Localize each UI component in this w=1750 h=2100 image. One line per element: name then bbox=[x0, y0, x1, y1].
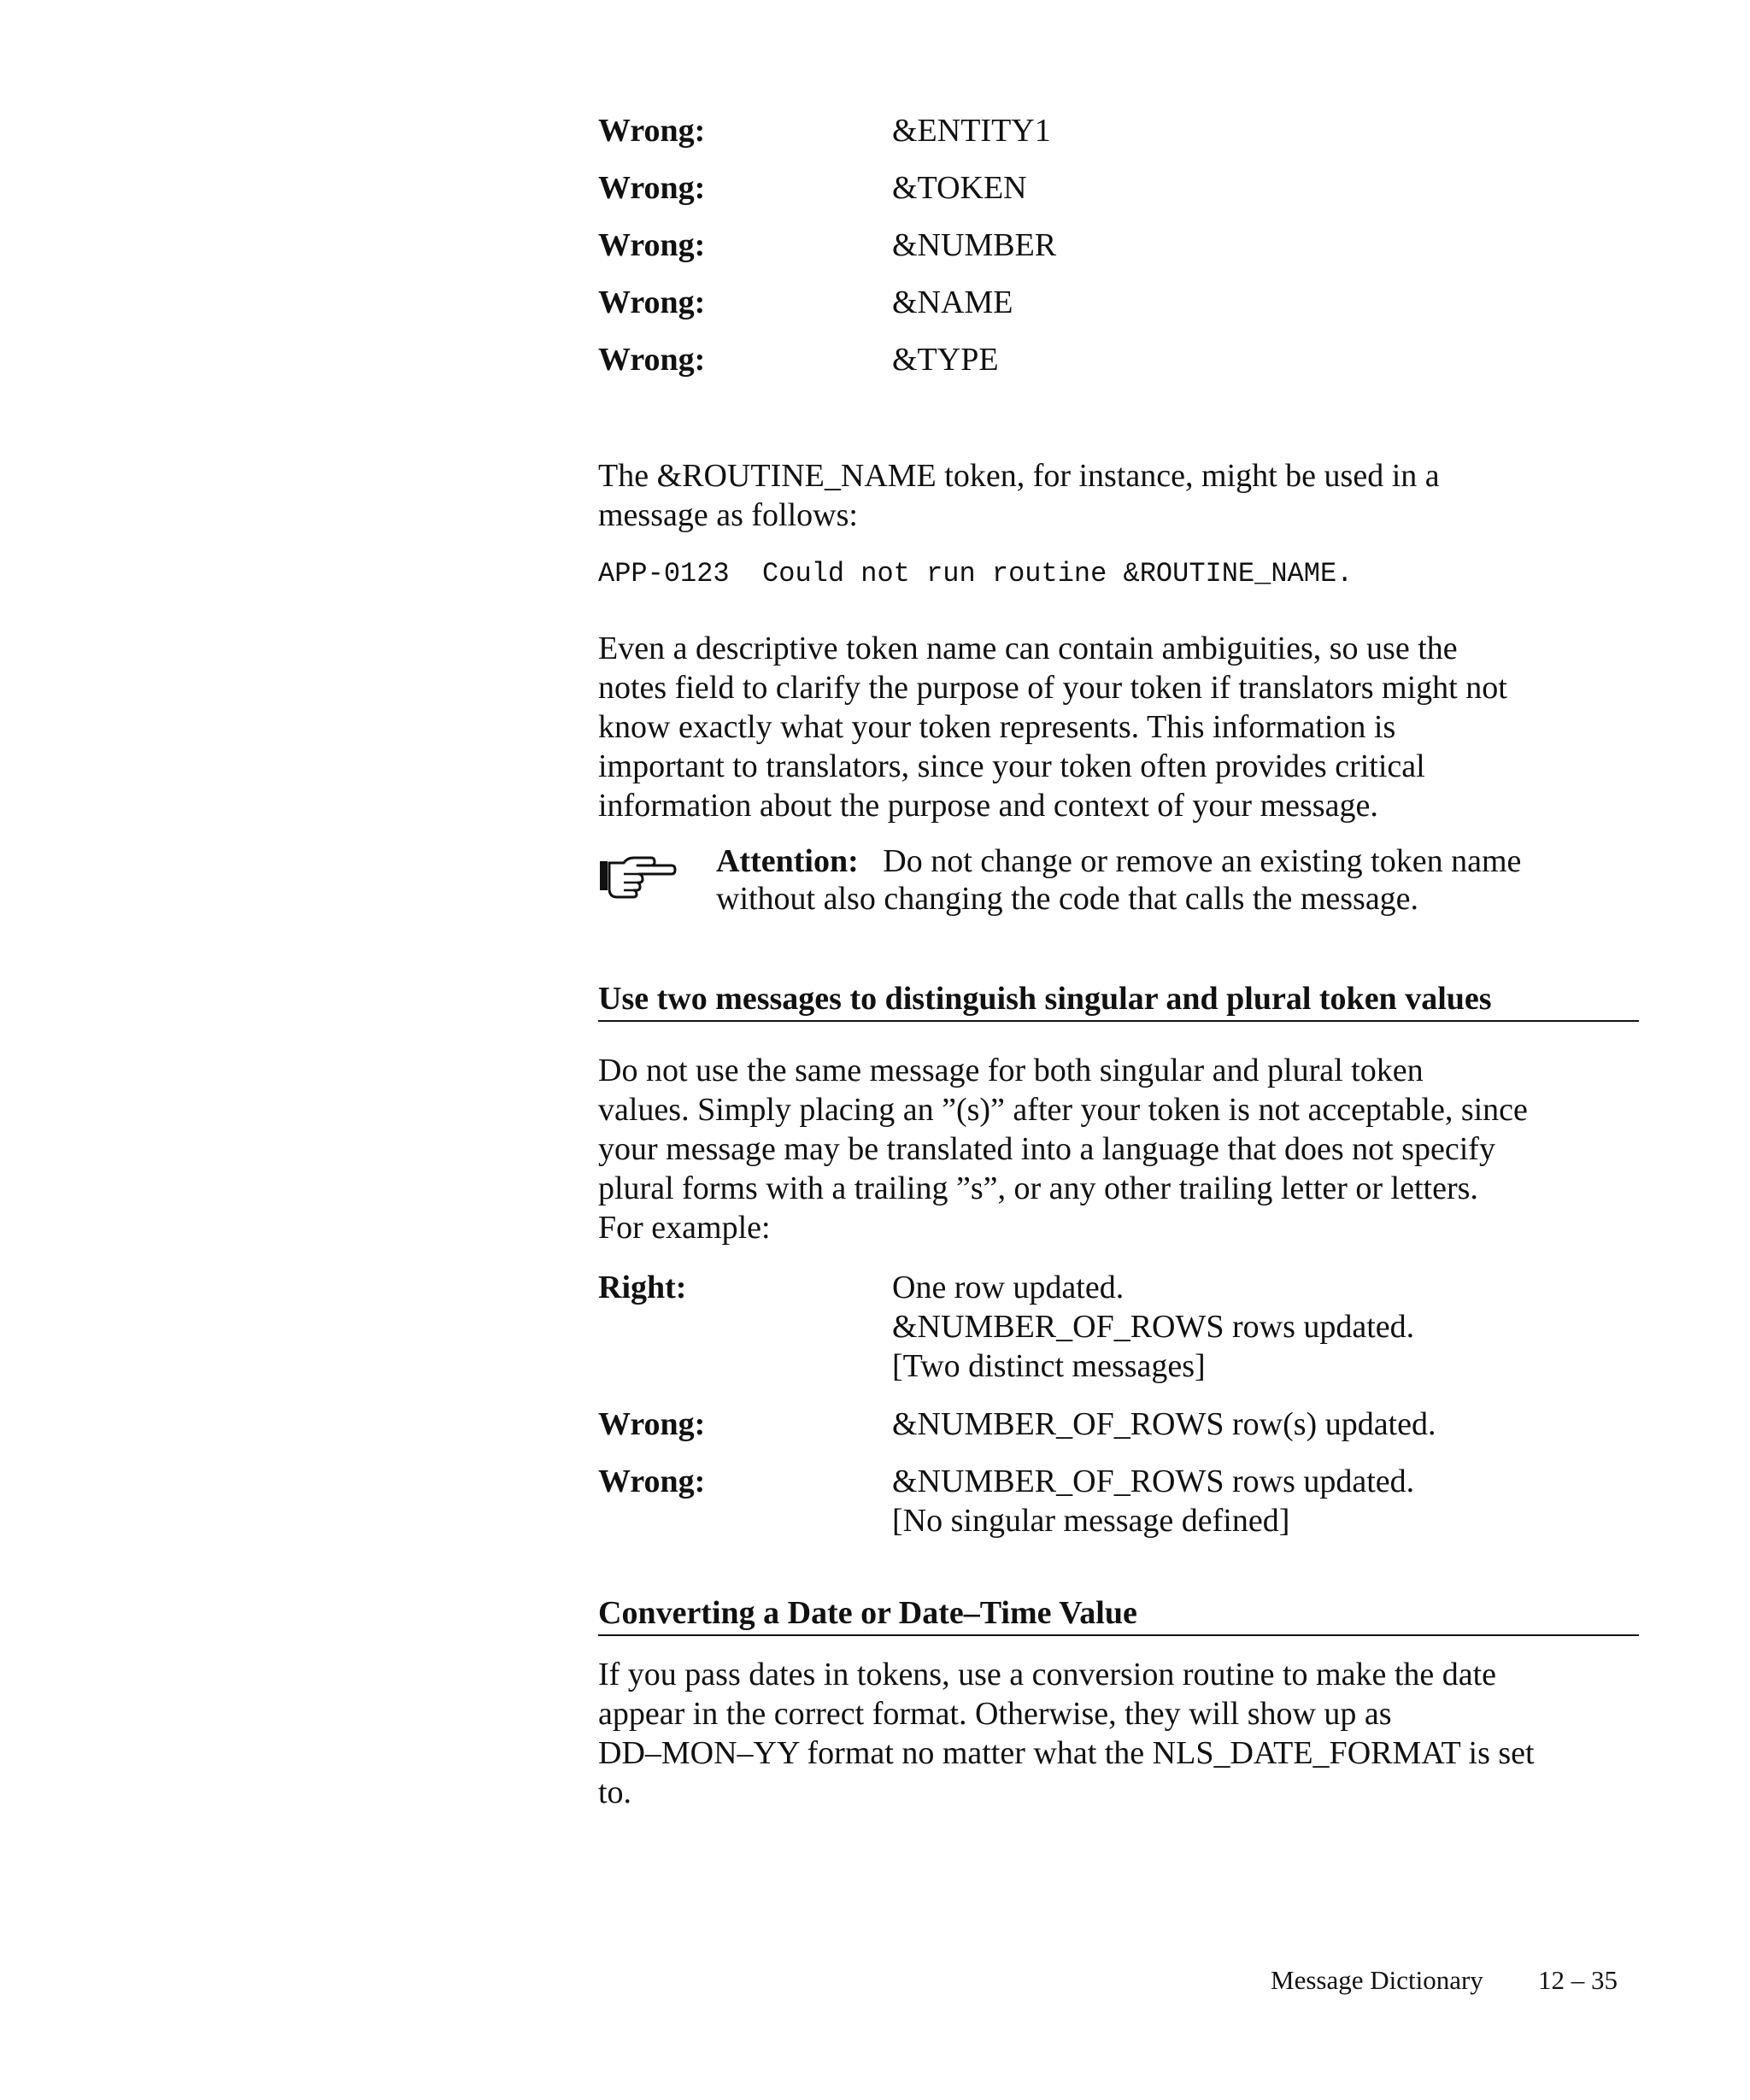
example-value bbox=[892, 1405, 1436, 1444]
paragraph-line: If you pass dates in tokens, use a conversion routine to make the date bbox=[598, 1657, 1497, 1692]
attention-note bbox=[598, 842, 1641, 919]
example-label: Wrong: bbox=[598, 113, 706, 149]
example-value: &NAME bbox=[892, 284, 1013, 320]
paragraph-line: DD–MON–YY format no matter what the NLS_DATE_FORMAT is set bbox=[598, 1735, 1535, 1771]
paragraph-line: your message may be translated into a language that does not specify bbox=[598, 1131, 1495, 1167]
example-line: [Two distinct messages] bbox=[892, 1348, 1206, 1384]
attention-text: without also changing the code that calls the message. bbox=[716, 881, 1419, 917]
example-line: [No singular message defined] bbox=[892, 1503, 1290, 1539]
paragraph-line: Even a descriptive token name can contain ambiguities, so use the bbox=[598, 631, 1458, 666]
intro-paragraph bbox=[598, 456, 1641, 535]
footer-title: Message Dictionary bbox=[1271, 1965, 1483, 1995]
plural-paragraph bbox=[598, 1051, 1641, 1247]
example-value: &TOKEN bbox=[892, 170, 1027, 206]
paragraph-line: to. bbox=[598, 1774, 632, 1810]
paragraph-line: plural forms with a trailing ”s”, or any other trailing letter or letters. bbox=[598, 1170, 1478, 1206]
paragraph-line: The &ROUTINE_NAME token, for instance, might be used in a bbox=[598, 458, 1440, 494]
example-value: &TYPE bbox=[892, 342, 999, 378]
example-label: Wrong: bbox=[598, 284, 706, 320]
paragraph-line: information about the purpose and context of your message. bbox=[598, 788, 1378, 824]
example-label: Wrong: bbox=[598, 227, 706, 263]
example-line: &NUMBER_OF_ROWS rows updated. bbox=[892, 1309, 1415, 1345]
attention-label: Attention: bbox=[716, 843, 859, 879]
page-number: 12 – 35 bbox=[1538, 1965, 1618, 1995]
example-label: Right: bbox=[598, 1270, 687, 1305]
example-value: &NUMBER bbox=[892, 227, 1057, 263]
example-label: Wrong: bbox=[598, 1406, 706, 1442]
pointing-hand-icon bbox=[598, 854, 677, 899]
attention-text: Do not change or remove an existing token name bbox=[883, 843, 1522, 879]
paragraph-line: values. Simply placing an ”(s)” after your token is not acceptable, since bbox=[598, 1092, 1528, 1128]
code-example: APP-0123 Could not run routine &ROUTINE_NAME. bbox=[598, 558, 1354, 590]
paragraph-line: notes field to clarify the purpose of your token if translators might not bbox=[598, 670, 1507, 706]
example-line: One row updated. bbox=[892, 1270, 1125, 1305]
paragraph-line: important to translators, since your token often provides critical bbox=[598, 748, 1425, 784]
section-heading: Use two messages to distinguish singular and plural token values bbox=[598, 979, 1639, 1022]
paragraph-line: appear in the correct format. Otherwise, they will show up as bbox=[598, 1696, 1392, 1732]
example-value bbox=[892, 1268, 1414, 1386]
descriptive-paragraph bbox=[598, 629, 1641, 825]
example-value bbox=[892, 1462, 1414, 1540]
paragraph-line: Do not use the same message for both singular and plural token bbox=[598, 1053, 1424, 1088]
section-heading: Converting a Date or Date–Time Value bbox=[598, 1593, 1639, 1636]
example-value: &ENTITY1 bbox=[892, 113, 1051, 149]
example-label: Wrong: bbox=[598, 342, 706, 378]
paragraph-line: know exactly what your token represents. This information is bbox=[598, 709, 1396, 745]
example-line: &NUMBER_OF_ROWS rows updated. bbox=[892, 1464, 1415, 1499]
example-line: &NUMBER_OF_ROWS row(s) updated. bbox=[892, 1406, 1436, 1442]
example-label: Wrong: bbox=[598, 1464, 706, 1499]
date-paragraph bbox=[598, 1655, 1641, 1812]
example-label: Wrong: bbox=[598, 170, 706, 206]
paragraph-line: message as follows: bbox=[598, 497, 858, 533]
paragraph-line: For example: bbox=[598, 1210, 771, 1246]
